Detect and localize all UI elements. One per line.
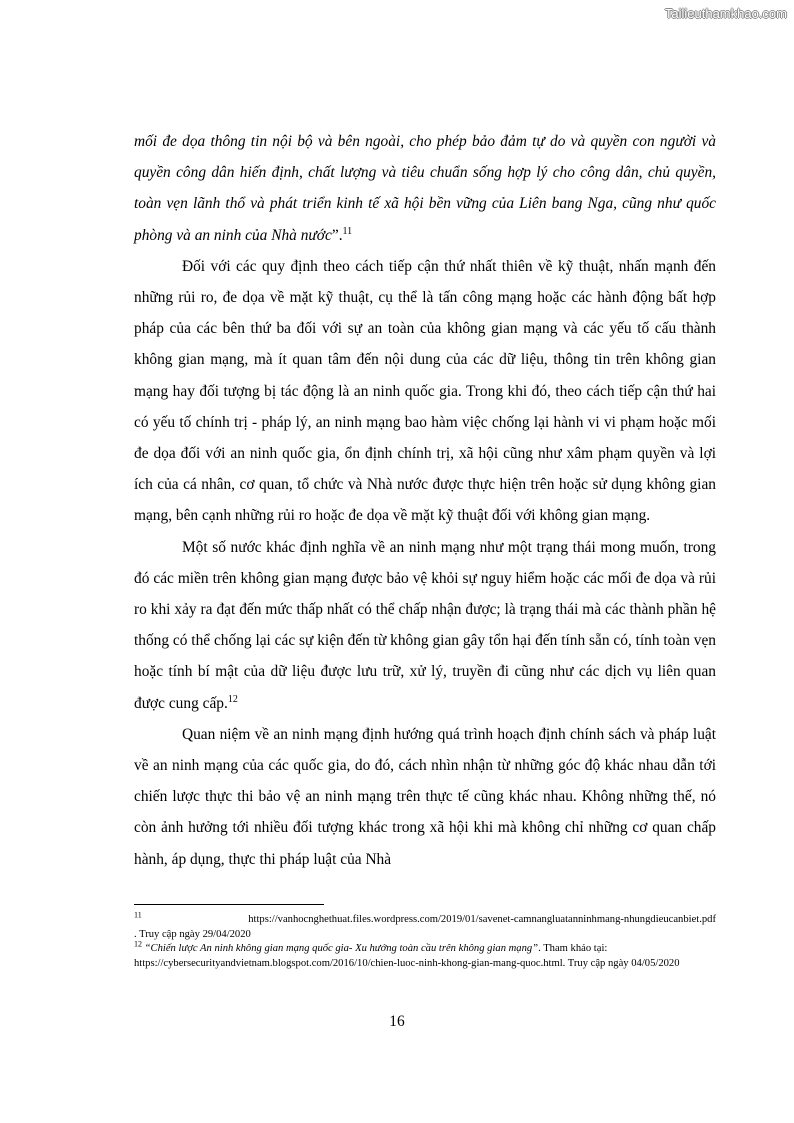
footnote-ref-text: . Tham khảo tại: (538, 943, 608, 955)
footnote-access-date: Truy cập ngày 04/05/2020 (567, 957, 680, 969)
footnote-12 (134, 939, 716, 971)
footnote-11-access: . Truy cập ngày 29/04/2020 (134, 928, 251, 940)
footnote-ref-11: 11 (342, 225, 353, 237)
paragraph-concept: Quan niệm về an ninh mạng định hướng quá trình hoạch định chính sách và pháp luật về an ninh mạng của các quốc gia, do đó, cách nhìn nhận từ những góc độ khác nhau dẫn tới chiến lược thực thi bảo vệ an ninh mạng trên thực tế cũng khác nhau. Không những thế, nó còn ảnh hưởng tới nhiều đối tượng khác trong xã hội khi mà không chỉ những cơ quan chấp hành, áp dụng, thực thi pháp luật của Nhà (134, 725, 716, 868)
closing-quote: ”. (331, 226, 343, 244)
footnote-11 (134, 910, 716, 928)
watermark: Tailieuthamkhao.com (664, 6, 787, 21)
footnote-link[interactable]: https://cybersecurityandvietnam.blogspot.com/2016/10/chien-luoc-ninh-khong-gian-mang-quoc.html. (134, 957, 566, 969)
quoted-definition: mối đe dọa thông tin nội bộ và bên ngoài, cho phép bảo đảm tự do và quyền con người và quyền công dân hiến định, chất lượng và tiêu chuẩn sống hợp lý cho công dân, chủ quyền, toàn vẹn lãnh thổ và phát triển kinh tế xã hội bền vững của Liên bang Nga, cũng như quốc phòng và an ninh của Nhà nước (134, 133, 716, 244)
footnote-ref-12: 12 (227, 693, 238, 705)
body-text (134, 126, 716, 875)
footnote-separator (134, 904, 324, 905)
paragraph-approaches: Đối với các quy định theo cách tiếp cận thứ nhất thiên về kỹ thuật, nhấn mạnh đến những rủi ro, đe dọa về mặt kỹ thuật, cụ thể là tấn công mạng hoặc các hành động bất hợp pháp của các bên thứ ba đối với sự an toàn của không gian mạng và các yếu tố cấu thành không gian mạng, mà ít quan tâm đến nội dung của các dữ liệu, thông tin trên không gian mạng hay đối tượng bị tác động là an ninh quốc gia. Trong khi đó, theo cách tiếp cận thứ hai có yếu tố chính trị - pháp lý, an ninh mạng bao hàm việc chống lại hành vi vi phạm hoặc mối đe dọa đối với an ninh quốc gia, ổn định chính trị, xã hội cũng như xâm phạm quyền và lợi ích của cá nhân, cơ quan, tổ chức và Nhà nước được thực hiện trên hoặc sử dụng không gian mạng, bên cạnh những rủi ro hoặc đe dọa về mặt kỹ thuật đối với không gian mạng. (134, 257, 716, 525)
footnote-number: 11 (134, 910, 142, 920)
page-number: 16 (389, 1013, 405, 1030)
footnote-title: “Chiến lược An ninh không gian mạng quốc gia- Xu hướng toàn cầu trên không gian mạng” (144, 943, 539, 955)
paragraph-quote-continuation (134, 126, 716, 251)
paragraph-other-countries-text: Một số nước khác định nghĩa về an ninh mạng như một trạng thái mong muốn, trong đó các miền trên không gian mạng được bảo vệ khỏi sự nguy hiểm hoặc các mối đe dọa và rủi ro khi xảy ra đạt đến mức thấp nhất có thể chấp nhận được; là trạng thái mà các thành phần hệ thống có thể chống lại các sự kiện đến từ không gian gây tổn hại đến tính sẵn có, tính toàn vẹn hoặc tính bí mật của dữ liệu được lưu trữ, xử lý, truyền đi cũng như các dịch vụ liên quan được cung cấp. (134, 538, 716, 712)
footnote-number: 12 (134, 939, 142, 949)
footnotes (134, 910, 716, 971)
paragraph-other-countries (134, 532, 716, 719)
footnote-link[interactable]: https://vanhocnghethuat.files.wordpress.com/2019/01/savenet-camnangluatanninhmang-nhungdieucanbiet.pdf (248, 914, 716, 925)
